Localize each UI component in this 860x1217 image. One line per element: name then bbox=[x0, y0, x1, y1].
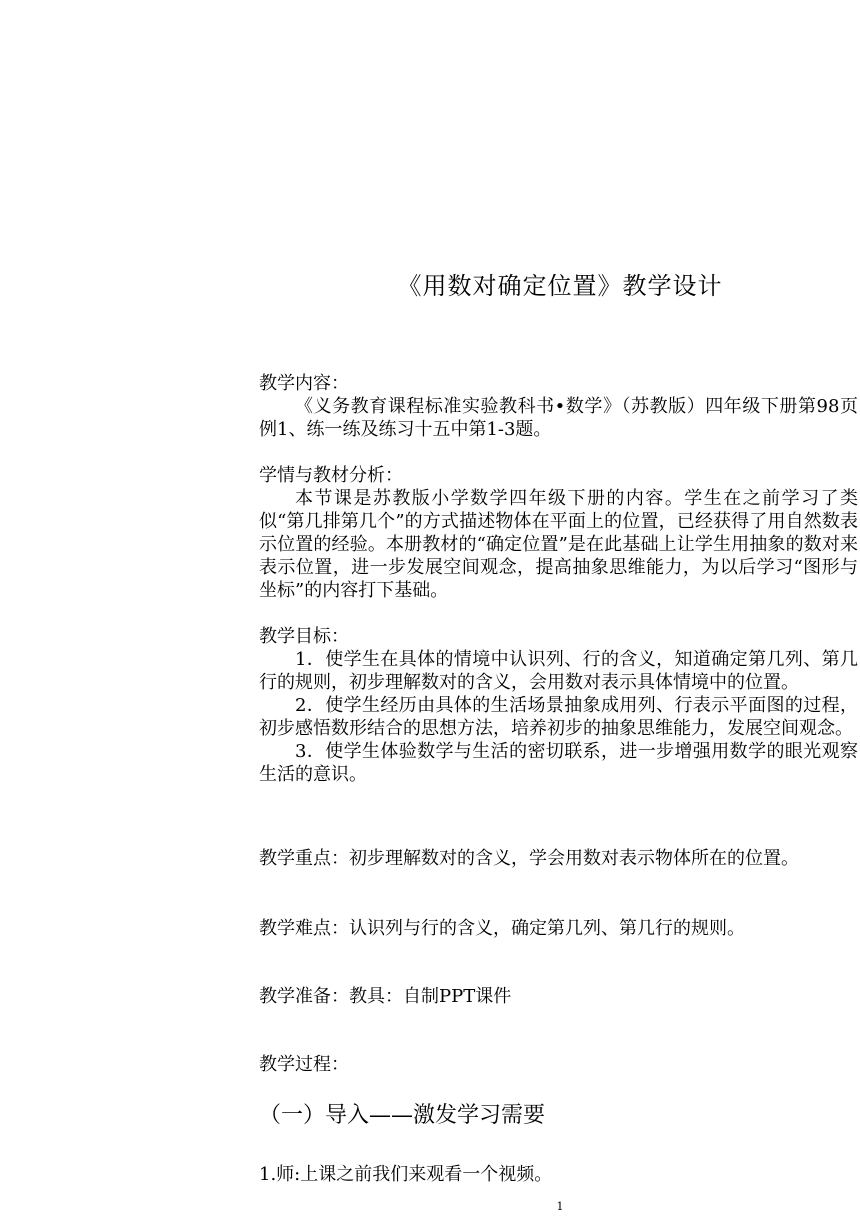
step1-text: 1.师:上课之前我们来观看一个视频。 bbox=[259, 1164, 553, 1185]
content-section bbox=[259, 372, 858, 786]
process-heading: 教学过程： bbox=[259, 1054, 349, 1075]
key-point-text: 教学重点：初步理解数对的含义，学会用数对表示物体所在的位置。 bbox=[259, 848, 799, 869]
part1-heading: （一）导入——激发学习需要 bbox=[259, 1103, 546, 1128]
process-section bbox=[259, 1053, 858, 1076]
goal-item-2: 2．使学生经历由具体的生活场景抽象成用列、行表示平面图的过程，初步感悟数形结合的思想方法，培养初步的抽象思维能力，发展空间观念。 bbox=[259, 695, 858, 739]
part1-section bbox=[259, 1104, 858, 1127]
goals-heading: 教学目标： bbox=[259, 626, 349, 647]
goal-item-3: 3．使学生体验数学与生活的密切联系，进一步增强用数学的眼光观察生活的意识。 bbox=[259, 741, 858, 785]
goal-item-1: 1．使学生在具体的情境中认识列、行的含义，知道确定第几列、第几行的规则，初步理解数对的含义，会用数对表示具体情境中的位置。 bbox=[259, 649, 858, 693]
document-title: 《用数对确定位置》教学设计 bbox=[397, 272, 723, 300]
page-number: 1 bbox=[556, 1200, 564, 1213]
analysis-text: 本节课是苏教版小学数学四年级下册的内容。学生在之前学习了类似“第几排第几个”的方式描述物体在平面上的位置，已经获得了用自然数表示位置的经验。本册教材的“确定位置”是在此基础上让学生用抽象的数对来表示位置，进一步发展空间观念，提高抽象思维能力，为以后学习“图形与坐标”的内容打下基础。 bbox=[259, 488, 858, 601]
analysis-heading: 学情与教材分析： bbox=[259, 465, 403, 486]
preparation-text: 教学准备：教具：自制PPT课件 bbox=[259, 986, 512, 1007]
preparation-section bbox=[259, 985, 858, 1008]
difficulty-section bbox=[259, 917, 858, 940]
key-point-section bbox=[259, 847, 858, 870]
difficulty-text: 教学难点：认识列与行的含义，确定第几列、第几行的规则。 bbox=[259, 918, 745, 939]
content-heading: 教学内容： bbox=[259, 373, 349, 394]
step1-section bbox=[259, 1163, 858, 1186]
content-text: 《义务教育课程标准实验教科书•数学》（苏教版）四年级下册第98页例1、练一练及练习十五中第1-3题。 bbox=[259, 396, 858, 440]
